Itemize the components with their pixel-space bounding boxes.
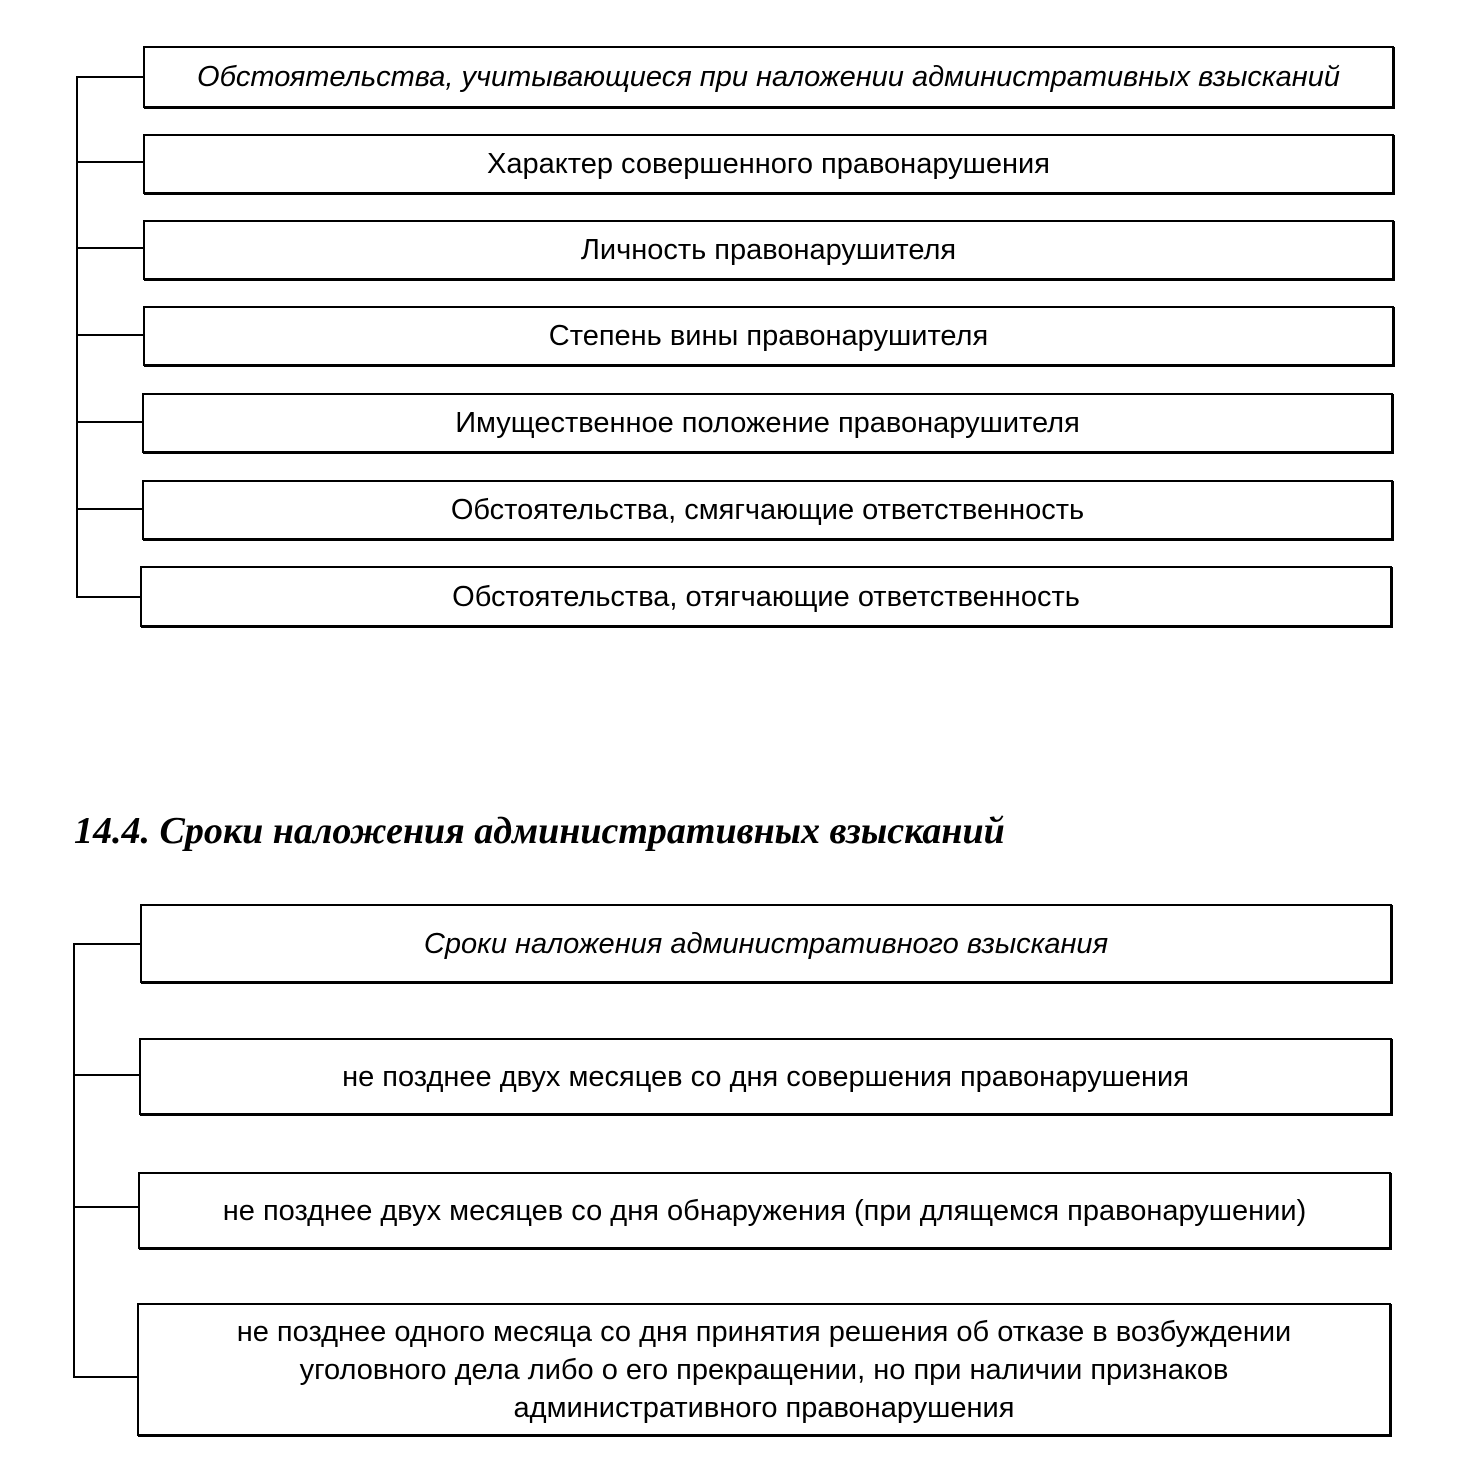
diagram1-item-box: Имущественное положение правонарушителя bbox=[142, 393, 1393, 453]
diagram1-header-box: Обстоятельства, учитывающиеся при наложении административных взысканий bbox=[143, 46, 1394, 108]
tree-branch-line bbox=[76, 421, 144, 423]
diagram2-item-box: не позднее одного месяца со дня принятия решения об отказе в возбуждении уголовного дела либо о его прекращении, но при наличии признаков административного правонарушения bbox=[137, 1303, 1391, 1436]
diagram1-item-box: Степень вины правонарушителя bbox=[143, 306, 1394, 366]
tree-branch-line bbox=[76, 247, 144, 249]
diagram2-item-box: не позднее двух месяцев со дня совершения правонарушения bbox=[139, 1038, 1392, 1115]
tree-branch-line bbox=[73, 1074, 140, 1076]
diagram1-item-box: Личность правонарушителя bbox=[143, 220, 1394, 280]
diagram2-item-box: не позднее двух месяцев со дня обнаружения (при длящемся правонарушении) bbox=[138, 1172, 1391, 1249]
tree-branch-line bbox=[76, 508, 144, 510]
tree-branch-line bbox=[76, 76, 144, 78]
tree-branch-line bbox=[73, 1376, 139, 1378]
tree-branch-line bbox=[76, 334, 144, 336]
tree-branch-line bbox=[76, 596, 142, 598]
section-title: 14.4. Сроки наложения административных взысканий bbox=[74, 810, 1005, 852]
tree-branch-line bbox=[76, 161, 144, 163]
tree-branch-line bbox=[73, 1206, 139, 1208]
diagram1-item-box: Характер совершенного правонарушения bbox=[143, 134, 1394, 194]
tree-trunk-line bbox=[76, 76, 78, 598]
diagram1-item-box: Обстоятельства, смягчающие ответственность bbox=[142, 480, 1393, 540]
tree-branch-line bbox=[73, 943, 141, 945]
diagram1-item-box: Обстоятельства, отягчающие ответственность bbox=[140, 566, 1392, 627]
diagram2-header-box: Сроки наложения административного взыскания bbox=[140, 904, 1392, 983]
tree-trunk-line bbox=[73, 943, 75, 1378]
